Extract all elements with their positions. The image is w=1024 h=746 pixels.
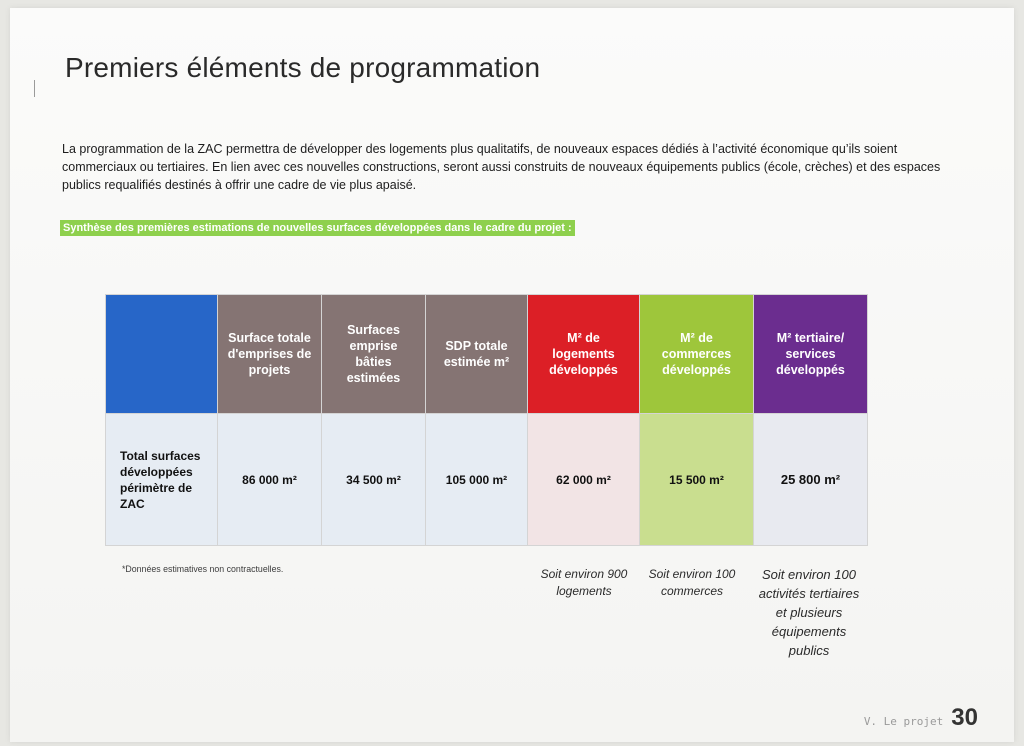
estimate-note: *Données estimatives non contractuelles. [122, 564, 284, 574]
tertiary-caption: Soit environ 100 activités tertiaires et plusieurs équipements publics [758, 567, 860, 658]
surface-estimates-table [105, 294, 868, 546]
table-header-empty [106, 295, 218, 414]
intro-paragraph: La programmation de la ZAC permettra de développer des logements plus qualitatifs, de nouveaux espaces dédiés à l’activité économique qu’ils soient commerciaux ou tertiaires. En lien avec ces nouvelles constructions, seront aussi construits de nouveaux équipements publics (école, crèches) et des espaces publics requalifiés destinés à offrir une cadre de vie plus apaisé. [62, 142, 941, 192]
housing-caption: Soit environ 900 logements [540, 567, 628, 598]
table-header-total-sdp: SDP totale estimée m² [426, 295, 528, 414]
page-footer [864, 704, 978, 732]
commerce-caption: Soit environ 100 commerces [648, 567, 736, 598]
table-header-built-surface: Surfaces emprise bâties estimées [322, 295, 426, 414]
page-edge-mark [34, 80, 35, 97]
table-row-label: Total surfaces développées périmètre de ZAC [106, 414, 218, 546]
table-cell-built-surface: 34 500 m² [322, 414, 426, 546]
table-cell-housing: 62 000 m² [528, 414, 640, 546]
table-cell-total-surface: 86 000 m² [218, 414, 322, 546]
table-cell-total-sdp: 105 000 m² [426, 414, 528, 546]
page-number: 30 [951, 704, 978, 731]
table-header-total-surface: Surface totale d'emprises de projets [218, 295, 322, 414]
table-header-housing: M² de logements développés [528, 295, 640, 414]
document-page [10, 8, 1014, 742]
page-title: Premiers éléments de programmation [65, 52, 541, 83]
table-cell-tertiary: 25 800 m² [754, 414, 868, 546]
summary-heading: Synthèse des premières estimations de nouvelles surfaces développées dans le cadre du projet : [60, 220, 575, 236]
footer-section-label: V. Le projet [863, 715, 944, 728]
table-header-tertiary: M² tertiaire/ services développés [754, 295, 868, 414]
table-cell-commerces: 15 500 m² [640, 414, 754, 546]
table-header-commerces: M² de commerces développés [640, 295, 754, 414]
